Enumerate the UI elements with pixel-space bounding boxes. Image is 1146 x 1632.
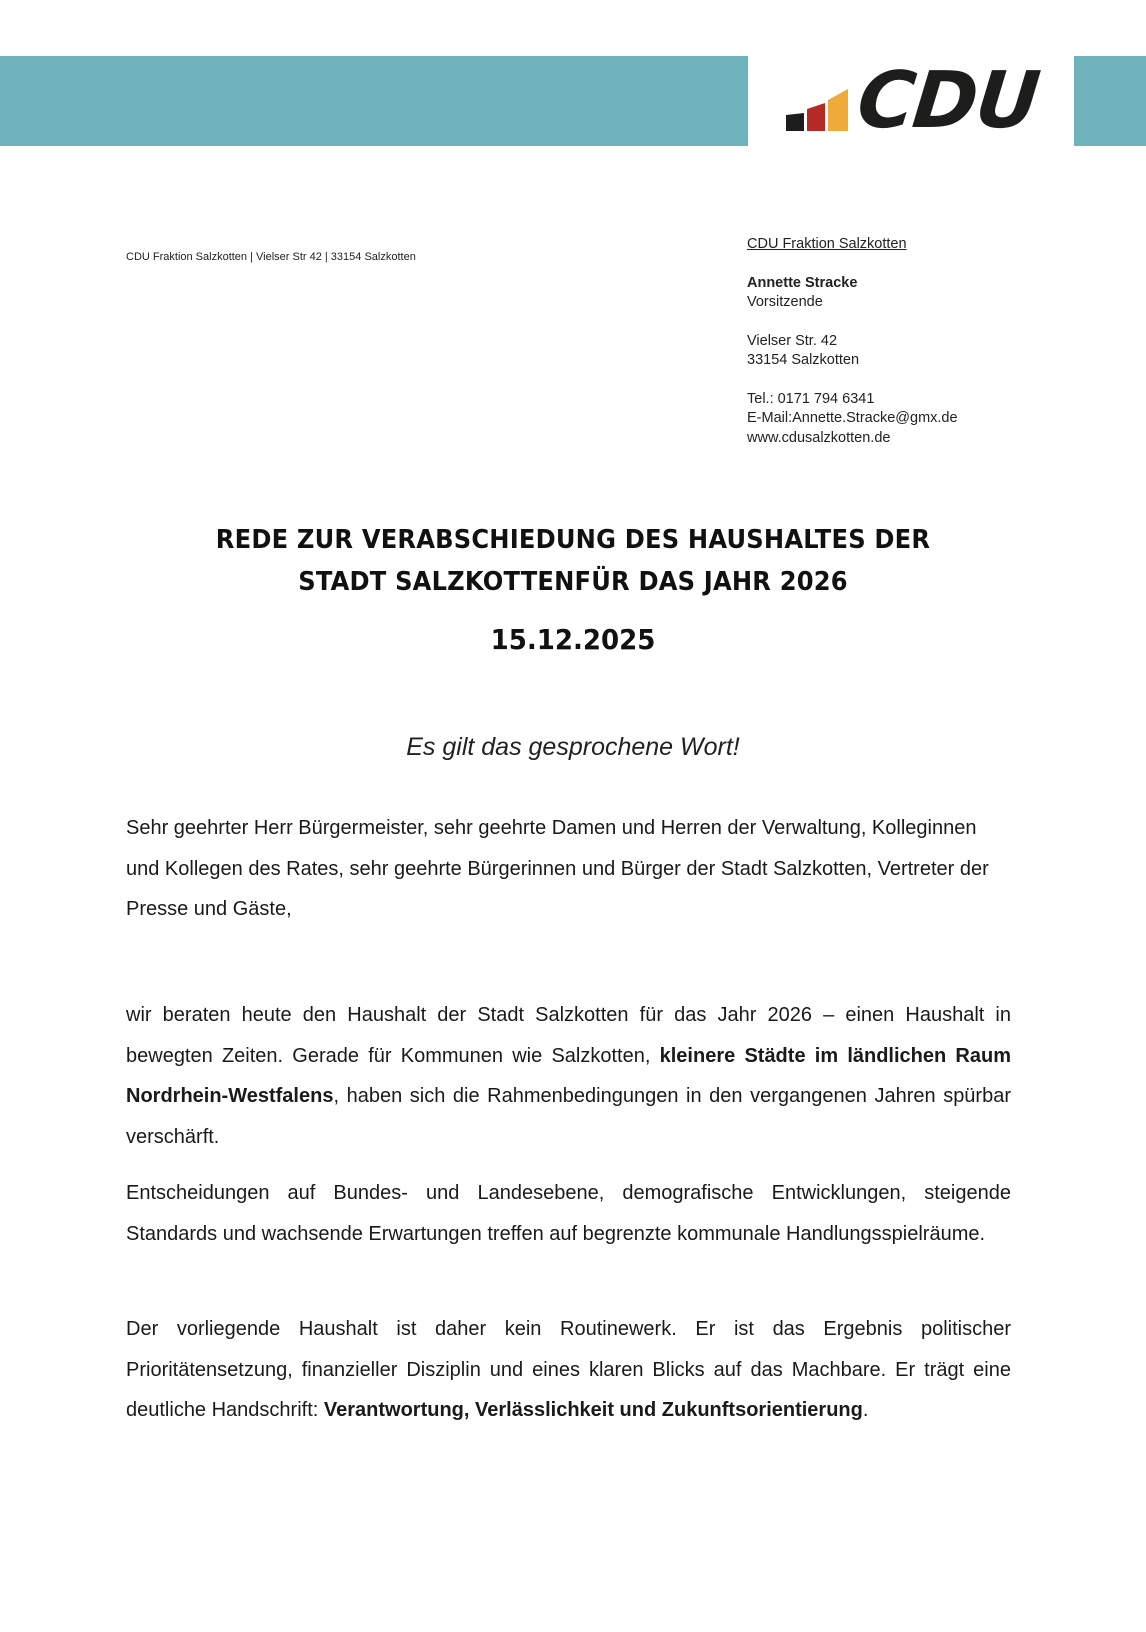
logo-bar-gold	[828, 89, 848, 131]
logo-bars-icon	[784, 85, 850, 135]
paragraph-conditions: Entscheidungen auf Bundes- und Landesebene, demografische Entwicklungen, steigende Standards und wachsende Erwartungen treffen auf begrenzte kommunale Handlungsspielräume.	[126, 1182, 1011, 1245]
address-website: www.cdusalzkotten.de	[747, 429, 891, 446]
paragraph-intro-part-a: wir beraten heute den Haushalt der Stadt Salzkotten für das Jahr 2026 – einen Haushalt in bewegten Zeiten. Gerade für Kommunen wie Salzkotten,	[126, 1004, 1011, 1067]
cdu-logo	[748, 56, 1074, 146]
address-org: CDU Fraktion Salzkotten	[747, 236, 907, 252]
address-email: E-Mail:Annette.Stracke@gmx.de	[747, 410, 958, 426]
paragraph-budget	[126, 1309, 1011, 1431]
document-date: 15.12.2025	[490, 623, 656, 656]
paragraph-budget-bold: Verantwortung, Verlässlichkeit und Zukunftsorientierung	[323, 1399, 863, 1421]
address-street: Vielser Str. 42	[747, 332, 838, 349]
address-phone: Tel.: 0171 794 6341	[747, 390, 875, 407]
address-role: Vorsitzende	[747, 294, 823, 310]
paragraph-salutation: Sehr geehrter Herr Bürgermeister, sehr geehrte Damen und Herren der Verwaltung, Kolleginnen und Kollegen des Rates, sehr geehrte Bürgerinnen und Bürger der Stadt Salzkotten, Vertreter der Presse und Gäste,	[126, 817, 989, 920]
paragraph-intro-bold: kleinere Städte im ländlichen Raum Nordrhein-Westfalens	[126, 1044, 1011, 1107]
paragraph-intro-part-c: , haben sich die Rahmenbedingungen in den vergangenen Jahren spürbar verschärft.	[126, 1085, 1011, 1148]
sender-return-address: CDU Fraktion Salzkotten | Vielser Str 42 | 33154 Salzkotten	[126, 251, 416, 263]
paragraph-budget-part-c: .	[862, 1399, 869, 1421]
address-city: 33154 Salzkotten	[747, 352, 860, 368]
address-name: Annette Stracke	[747, 274, 858, 291]
paragraph-budget-part-a: Der vorliegende Haushalt ist daher kein Routinewerk. Er ist das Ergebnis politischer Prioritätensetzung, finanzieller Disziplin und eines klaren Blicks auf das Machbare. Er trägt eine deutliche Handschrift:	[126, 1318, 1011, 1421]
paragraph-intro	[126, 995, 1011, 1157]
document-title-line-2: STADT SALZKOTTENFÜR DAS JAHR 2026	[298, 567, 848, 597]
logo-bar-black	[786, 113, 804, 131]
logo-text: CDU	[853, 56, 1043, 146]
logo-bar-red	[807, 103, 825, 131]
document-title-line-1: REDE ZUR VERABSCHIEDUNG DES HAUSHALTES DER	[215, 525, 931, 555]
motto: Es gilt das gesprochene Wort!	[406, 733, 740, 761]
address-block	[747, 235, 958, 448]
